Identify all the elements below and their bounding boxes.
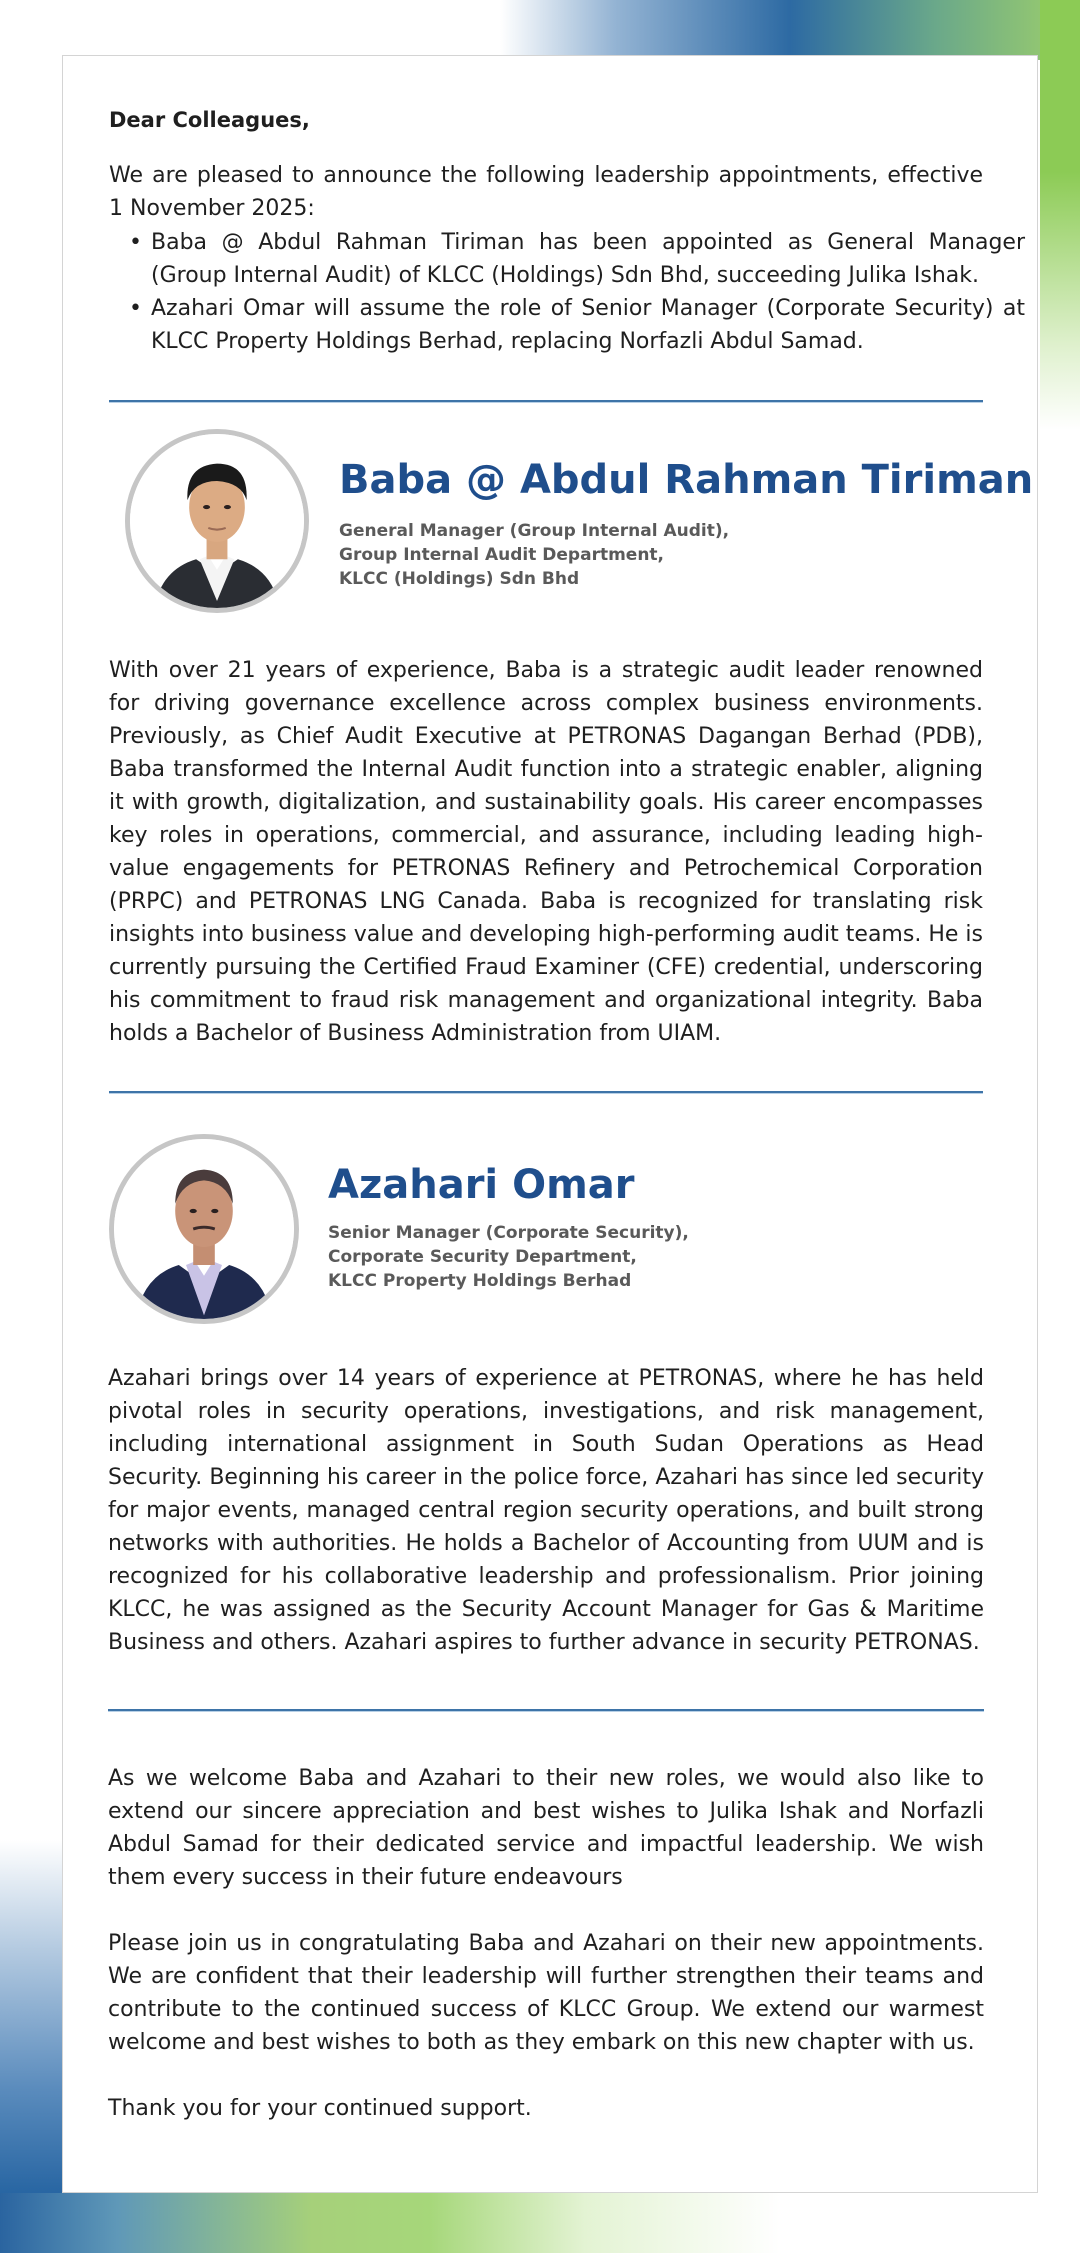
profile-bio: With over 21 years of experience, Baba is a strategic audit leader renowned for driving governance excellence across complex business environments. Previously, as Chief Audit Executive at PETRONAS Dagangan Berhad (PDB), Baba transformed the Internal Audit function into a strategic enabler, aligning it with growth, digitalization, and sustainability goals. His career encompasses key roles in operations, commercial, and assurance, including leading high-value engagements for PETRONAS Refinery and Petrochemical Corporation (PRPC) and PETRONAS LNG Canada. Baba is recognized for translating risk insights into business value and developing high-performing audit teams. He is currently pursuing the Certified Fraud Examiner (CFE) credential, underscoring his commitment to fraud risk management and organizational integrity. Baba holds a Bachelor of Business Administration from UIAM. bbox=[109, 658, 983, 1046]
role-line: General Manager (Group Internal Audit), bbox=[339, 521, 730, 541]
section-divider bbox=[109, 400, 983, 403]
profile-name: Baba @ Abdul Rahman Tiriman bbox=[339, 457, 1034, 503]
role-line: KLCC Property Holdings Berhad bbox=[328, 1271, 632, 1291]
decorative-gradient-top bbox=[500, 0, 1080, 60]
appreciation-paragraph: As we welcome Baba and Azahari to their new roles, we would also like to extend our sincere appreciation and best wishes to Julika Ishak and Norfazli Abdul Samad for their dedicated service and impactful leadership. We wish them every success in their future endeavours bbox=[108, 1766, 984, 1890]
greeting: Dear Colleagues, bbox=[109, 108, 310, 132]
role-line: Group Internal Audit Department, bbox=[339, 545, 665, 565]
appointment-item: • Baba @ Abdul Rahman Tiriman has been appointed as General Manager (Group Internal Audit) of KLCC (Holdings) Sdn Bhd, succeeding Julika Ishak. bbox=[151, 226, 1025, 292]
thank-you-line: Thank you for your continued support. bbox=[108, 2096, 532, 2121]
congratulations-paragraph: Please join us in congratulating Baba and Azahari on their new appointments. We are confident that their leadership will further strengthen their teams and contribute to the continued success of KLCC Group. We extend our warmest welcome and best wishes to both as they embark on this new chapter with us. bbox=[108, 1931, 984, 2055]
profile-photo-baba bbox=[125, 429, 309, 613]
decorative-gradient-left bbox=[0, 1840, 62, 2253]
profile-role bbox=[339, 519, 729, 591]
decorative-gradient-right bbox=[1040, 0, 1080, 430]
section-divider bbox=[109, 1091, 983, 1094]
announcement-card bbox=[62, 55, 1038, 2193]
intro-paragraph: We are pleased to announce the following leadership appointments, effective 1 November 2025: bbox=[109, 163, 983, 221]
profile-name: Azahari Omar bbox=[328, 1162, 635, 1208]
profile-bio: Azahari brings over 14 years of experience at PETRONAS, where he has held pivotal roles in security operations, investigations, and risk management, including international assignment in South Sudan Operations as Head Security. Beginning his career in the police force, Azahari has since led security for major events, managed central region security operations, and built strong networks with authorities. He holds a Bachelor of Accounting from UUM and is recognized for his collaborative leadership and professionalism. Prior joining KLCC, he was assigned as the Security Account Manager for Gas & Maritime Business and others. Azahari aspires to further advance in security PETRONAS. bbox=[108, 1366, 984, 1655]
section-divider bbox=[108, 1709, 984, 1712]
appointments-list bbox=[109, 226, 1025, 358]
role-line: KLCC (Holdings) Sdn Bhd bbox=[339, 569, 580, 589]
profile-role bbox=[328, 1221, 689, 1293]
role-line: Corporate Security Department, bbox=[328, 1247, 637, 1267]
appointment-item: • Azahari Omar will assume the role of Senior Manager (Corporate Security) at KLCC Property Holdings Berhad, replacing Norfazli Abdul Samad. bbox=[151, 292, 1025, 358]
profile-photo-azahari bbox=[109, 1134, 299, 1324]
portrait-icon bbox=[114, 1139, 294, 1319]
role-line: Senior Manager (Corporate Security), bbox=[328, 1223, 689, 1243]
portrait-icon bbox=[130, 434, 304, 608]
decorative-gradient-bottom bbox=[0, 2193, 780, 2253]
